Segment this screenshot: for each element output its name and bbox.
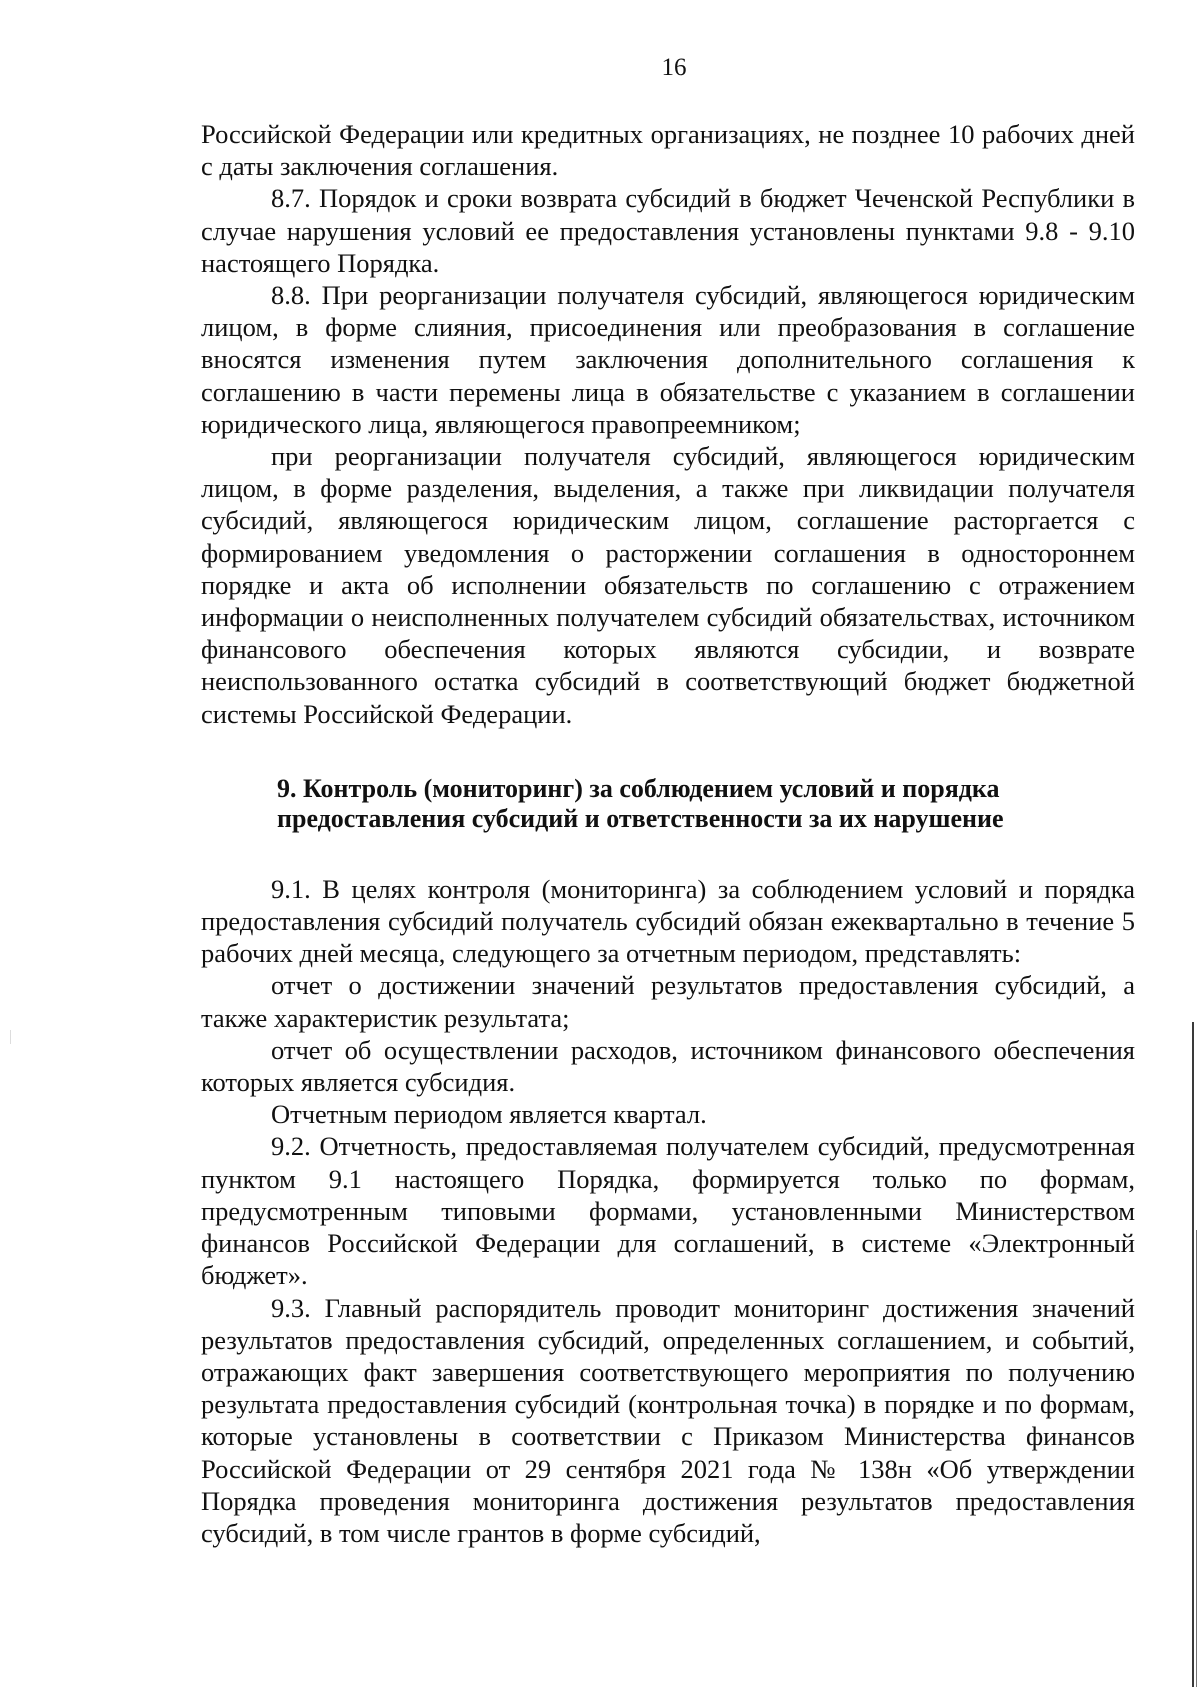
scan-margin-line-secondary [1196, 1230, 1197, 1687]
scan-margin-line [1192, 1022, 1194, 1687]
paragraph-9-1: 9.1. В целях контроля (мониторинга) за соблюдением условий и порядка предоставления субсидий получатель субсидий обязан ежеквартально в течение 5 рабочих дней месяца, следующего за отчетным периодом, представлять: [201, 873, 1135, 969]
paragraph-8-8-liquidation: при реорганизации получателя субсидий, являющегося юридическим лицом, в форме разделения, выделения, а также при ликвидации получателя субсидий, являющегося юридическим лицом, соглашение расторгается с формированием уведомления о расторжении соглашения в одностороннем порядке и акта об исполнении обязательств по соглашению с отражением информации о неисполненных получателем субсидий обязательствах, источником финансового обеспечения которых являются субсидии, и возврате неиспользованного остатка субсидий в соответствующий бюджет бюджетной системы Российской Федерации. [201, 441, 1135, 729]
paragraph-report-expenses: отчет об осуществлении расходов, источником финансового обеспечения которых является субсидия. [201, 1034, 1135, 1098]
scan-artifact [10, 1030, 11, 1044]
section-heading-9 [277, 774, 1135, 834]
document-body [201, 118, 1135, 1549]
section-heading-line-1: 9. Контроль (мониторинг) за соблюдением условий и порядка [277, 773, 1000, 803]
page-number: 16 [661, 54, 687, 81]
paragraph-9-2: 9.2. Отчетность, предоставляемая получателем субсидий, предусмотренная пунктом 9.1 настоящего Порядка, формируется только по формам, предусмотренным типовыми формами, установленными Министерством финансов Российской Федерации для соглашений, в системе «Электронный бюджет». [201, 1131, 1135, 1291]
paragraph-8-8: 8.8. При реорганизации получателя субсидий, являющегося юридическим лицом, в форме слияния, присоединения или преобразования в соглашение вносятся изменения путем заключения дополнительного соглашения к соглашению в части перемены лица в обязательстве с указанием в соглашении юридического лица, являющегося правопреемником; [201, 280, 1135, 439]
paragraph-9-3: 9.3. Главный распорядитель проводит мониторинг достижения значений результатов предоставления субсидий, определенных соглашением, и событий, отражающих факт завершения соответствующего мероприятия по получению результата предоставления субсидий (контрольная точка) в порядке и по формам, которые установлены в соответствии с Приказом Министерства финансов Российской Федерации от 29 сентября 2021 года № 138н «Об утверждении Порядка проведения мониторинга достижения результатов предоставления субсидий, в том числе грантов в форме субсидий, [201, 1292, 1135, 1548]
paragraph-reporting-period: Отчетным периодом является квартал. [271, 1099, 707, 1130]
paragraph-report-results: отчет о достижении значений результатов предоставления субсидий, а также характеристик результата; [201, 970, 1135, 1033]
paragraph-continuation: Российской Федерации или кредитных организациях, не позднее 10 рабочих дней с даты заключения соглашения. [201, 119, 1135, 182]
paragraph-8-7: 8.7. Порядок и сроки возврата субсидий в бюджет Чеченской Республики в случае нарушения условий ее предоставления установлены пунктами 9.8 - 9.10 настоящего Порядка. [201, 183, 1135, 278]
section-heading-line-2: предоставления субсидий и ответственности за их нарушение [277, 803, 1004, 833]
